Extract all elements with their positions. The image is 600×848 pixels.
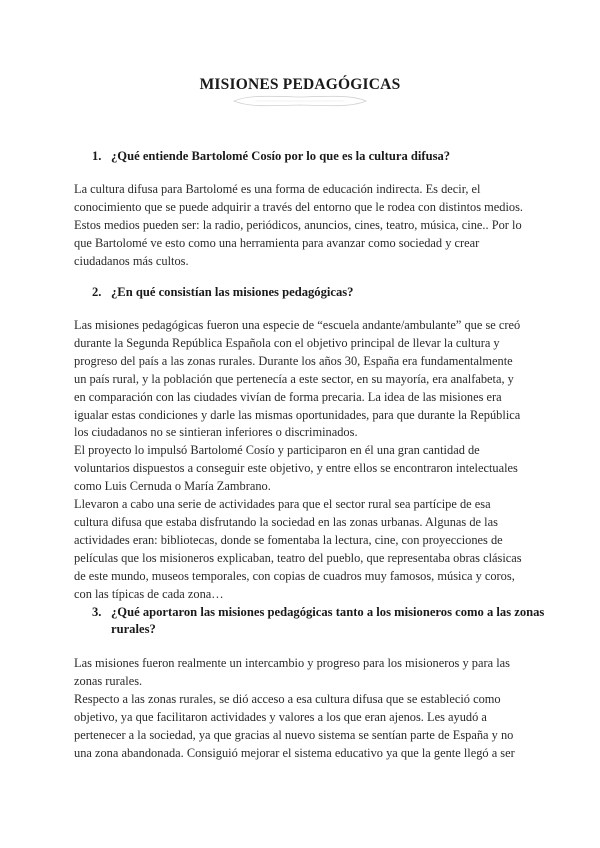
title-ornament-icon — [228, 94, 372, 108]
paragraph: Las misiones pedagógicas fueron una especie de “escuela andante/ambulante” que se creó durante la Segunda República Española con el objetivo principal de llevar la cultura y progreso del país a las zonas rurales. Durante los años 30, España era fundamentalmente un país rural, y la población que pertenecía a este sector, en su mayoría, era analfabeta, y en comparación con las ciudades vivían de forma precaria. La idea de las misiones era igualar estas condiciones y darle las mismas oportunidades, para que durante la República los ciudadanos no se sintieran inferiores o discriminados. — [74, 318, 521, 440]
paragraph: La cultura difusa para Bartolomé es una forma de educación indirecta. Es decir, el conocimiento que se puede adquirir a través del entorno que le rodea con distintos medios. Estos medios pueden ser: la radio, periódicos, anuncios, cines, teatro, música, cine.. Por lo que Bartolomé ve esto como una herramienta para avanzar como sociedad y crear ciudadanos más cultos. — [74, 182, 524, 268]
question-number: 3. — [92, 605, 102, 619]
question-2 — [92, 284, 542, 301]
paragraph: Respecto a las zonas rurales, se dió acceso a esa cultura difusa que se estableció como objetivo, ya que facilitaron actividades y valores a los que eran ajenos. Les ayudó a pertenecer a la sociedad, ya que gracias al nuevo sistema se sentían parte de España y no una zona abandonada. Consiguió mejorar el sistema educativo ya que la gente llegó a ser — [74, 691, 515, 760]
question-text: ¿Qué entiende Bartolomé Cosío por lo que es la cultura difusa? — [111, 149, 451, 163]
answer-1 — [74, 181, 540, 271]
paragraph: Las misiones fueron realmente un intercambio y progreso para los misioneros y para las zonas rurales. — [74, 656, 510, 688]
paragraph: Llevaron a cabo una serie de actividades para que el sector rural sea partícipe de esa cultura difusa que estaba disfrutando la sociedad en las zonas urbanas. Algunas de las actividades eran: bibliotecas, donde se fomentaba la lectura, cine, con proyecciones de películas que los misioneros explicaban, teatro del pueblo, que representaba obras clásicas de este mundo, museos temporales, con copias de cuadros muy famosos, música y coros, con las típicas de cada zona… — [74, 497, 522, 601]
answer-2 — [74, 317, 540, 604]
document-title: MISIONES PEDAGÓGICAS — [199, 76, 401, 93]
paragraph: El proyecto lo impulsó Bartolomé Cosío y participaron en él una gran cantidad de voluntarios dispuestos a conseguir este objetivo, y entre ellos se encontraron intelectuales como Luis Cernuda o María Zambrano. — [74, 443, 518, 494]
question-1 — [92, 148, 542, 165]
question-number: 2. — [92, 285, 102, 299]
answer-3 — [74, 655, 540, 762]
question-text: ¿En qué consistían las misiones pedagógicas? — [111, 285, 354, 299]
question-number: 1. — [92, 149, 102, 163]
question-3 — [92, 604, 545, 638]
question-text: ¿Qué aportaron las misiones pedagógicas tanto a los misioneros como a las zonas rurales? — [111, 605, 545, 636]
